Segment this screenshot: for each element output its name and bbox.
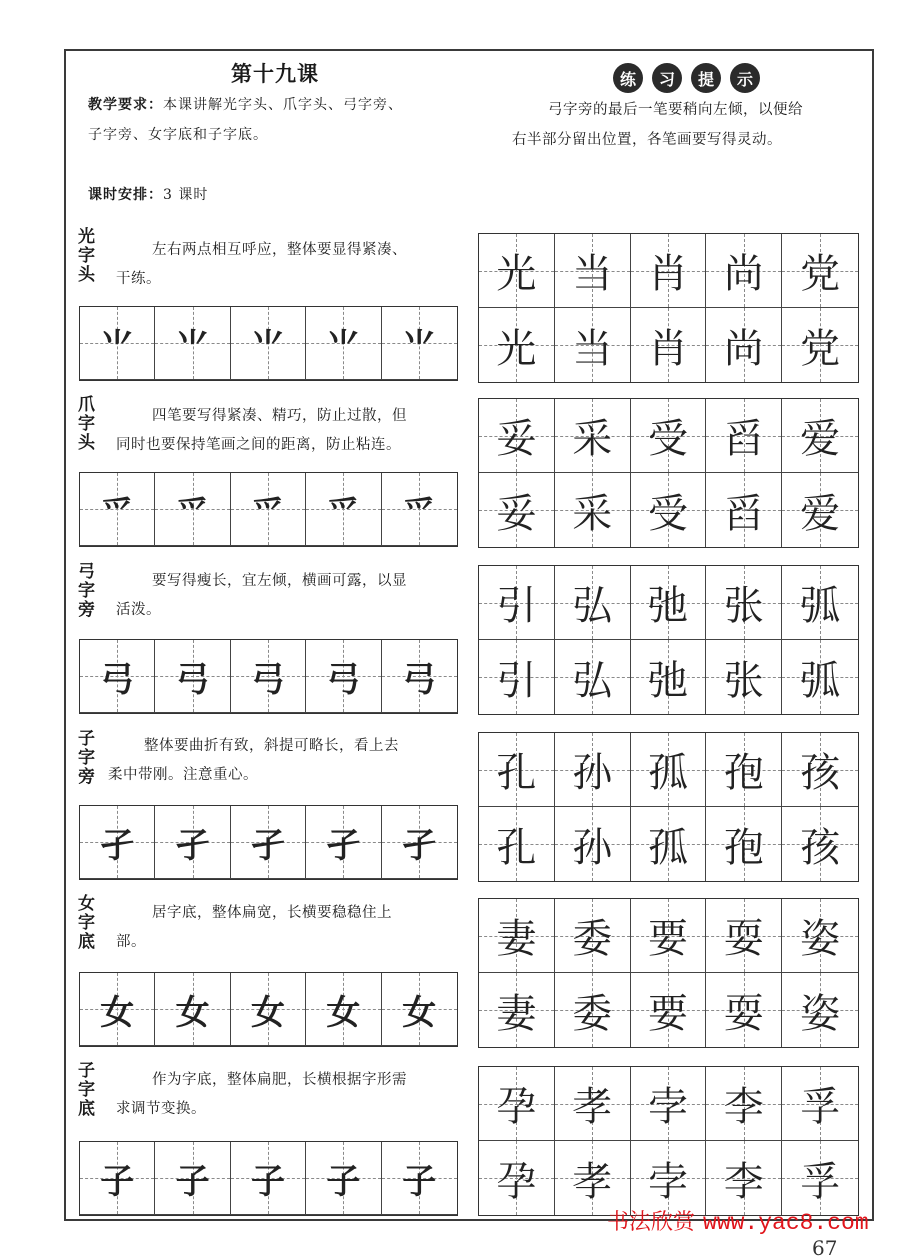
- grid-cell: 弘: [555, 566, 631, 640]
- label-char: 旁: [78, 600, 95, 620]
- grid-cell: 光: [479, 308, 555, 382]
- desc-line2: 活泼。: [116, 602, 161, 618]
- desc-line1: 居字底，整体扁宽，长横要稳稳住上: [152, 905, 392, 921]
- watermark: [607, 1205, 869, 1236]
- label-char: 字: [78, 581, 95, 601]
- grid-cell: 耍: [706, 899, 782, 973]
- section-label: [78, 1062, 98, 1119]
- watermark-text: 书法欣赏: [607, 1210, 696, 1235]
- grid-cell: 妥: [479, 473, 555, 547]
- tip-text-line1: 弓字旁的最后一笔要稍向左倾，以便给: [548, 102, 803, 118]
- grid-cell: 女: [155, 973, 230, 1046]
- grid-cell: 要: [631, 899, 707, 973]
- schedule-value: 3 课时: [163, 187, 209, 203]
- grid-cell: 女: [382, 973, 457, 1046]
- grid-cell: 孩: [782, 807, 858, 881]
- grid-cell: 孑: [231, 806, 306, 879]
- grid-cell: 子: [80, 1142, 155, 1215]
- grid-cell: ⺌: [80, 307, 155, 380]
- component-practice-grid: [79, 306, 458, 381]
- schedule-label: 课时安排：: [88, 187, 163, 203]
- section-description: [116, 236, 466, 294]
- grid-cell: 张: [706, 566, 782, 640]
- requirement-text-line2: 子字旁、女字底和子字底。: [88, 127, 268, 143]
- grid-cell: 子: [155, 1142, 230, 1215]
- example-characters-grid: [478, 898, 859, 1048]
- grid-cell: 弓: [80, 640, 155, 713]
- section-description: [108, 732, 458, 790]
- grid-cell: 孛: [631, 1067, 707, 1141]
- component-practice-grid: [79, 972, 458, 1047]
- grid-cell: 爫: [306, 473, 381, 546]
- label-char: 头: [78, 265, 95, 285]
- label-char: 爪: [78, 395, 95, 415]
- desc-line2: 部。: [116, 934, 146, 950]
- grid-cell: 爫: [80, 473, 155, 546]
- section-label: [78, 895, 98, 952]
- grid-cell: 姿: [782, 973, 858, 1047]
- grid-cell: 张: [706, 640, 782, 714]
- grid-cell: 孕: [479, 1141, 555, 1215]
- label-char: 光: [78, 227, 95, 247]
- grid-cell: 尚: [706, 308, 782, 382]
- grid-cell: 弓: [155, 640, 230, 713]
- grid-cell: 孙: [555, 733, 631, 807]
- grid-cell: 耍: [706, 973, 782, 1047]
- grid-cell: 光: [479, 234, 555, 308]
- desc-line2: 同时也要保持笔画之间的距离，防止粘连。: [116, 437, 401, 453]
- section-label: [78, 563, 98, 620]
- grid-cell: 孔: [479, 807, 555, 881]
- grid-cell: 爫: [155, 473, 230, 546]
- grid-cell: 子: [382, 1142, 457, 1215]
- grid-cell: 妻: [479, 899, 555, 973]
- grid-cell: 采: [555, 473, 631, 547]
- grid-cell: 弓: [382, 640, 457, 713]
- grid-cell: 女: [231, 973, 306, 1046]
- grid-cell: 孩: [782, 733, 858, 807]
- label-char: 旁: [78, 767, 95, 787]
- grid-cell: 弓: [306, 640, 381, 713]
- tip-badge: 练: [613, 63, 643, 93]
- grid-cell: 弓: [231, 640, 306, 713]
- section-label: [78, 730, 98, 787]
- component-practice-grid: [79, 805, 458, 880]
- grid-cell: 李: [706, 1067, 782, 1141]
- grid-cell: 孚: [782, 1067, 858, 1141]
- requirement-label: 教学要求：: [88, 97, 163, 113]
- grid-cell: 要: [631, 973, 707, 1047]
- grid-cell: 子: [306, 1142, 381, 1215]
- label-char: 底: [78, 1099, 95, 1119]
- grid-cell: 妥: [479, 399, 555, 473]
- grid-cell: 孢: [706, 807, 782, 881]
- grid-cell: 当: [555, 308, 631, 382]
- grid-cell: 孔: [479, 733, 555, 807]
- grid-cell: 姿: [782, 899, 858, 973]
- label-char: 字: [78, 246, 95, 266]
- grid-cell: 弘: [555, 640, 631, 714]
- label-char: 字: [78, 1080, 95, 1100]
- grid-cell: 妻: [479, 973, 555, 1047]
- label-char: 弓: [78, 562, 95, 582]
- section-description: [116, 899, 466, 957]
- grid-cell: 受: [631, 399, 707, 473]
- grid-cell: 弧: [782, 640, 858, 714]
- grid-cell: 女: [80, 973, 155, 1046]
- schedule: [88, 184, 208, 204]
- section-label: [78, 396, 98, 453]
- desc-line1: 要写得瘦长，宜左倾，横画可露，以显: [152, 573, 407, 589]
- grid-cell: ⺌: [231, 307, 306, 380]
- practice-tips-badges: [613, 63, 760, 93]
- grid-cell: 女: [306, 973, 381, 1046]
- grid-cell: 李: [706, 1141, 782, 1215]
- desc-line1: 左右两点相互呼应，整体要显得紧凑、: [152, 242, 407, 258]
- label-char: 子: [78, 1061, 95, 1081]
- example-characters-grid: [478, 732, 859, 882]
- grid-cell: 引: [479, 566, 555, 640]
- desc-line1: 四笔要写得紧凑、精巧，防止过散，但: [152, 408, 407, 424]
- desc-line2: 干练。: [116, 271, 161, 287]
- section-description: [116, 567, 466, 625]
- watermark-url: www.yac8.com: [703, 1210, 869, 1236]
- grid-cell: 舀: [706, 473, 782, 547]
- component-practice-grid: [79, 1141, 458, 1216]
- teaching-requirement: [88, 94, 403, 114]
- grid-cell: 委: [555, 899, 631, 973]
- grid-cell: 孑: [382, 806, 457, 879]
- grid-cell: 孑: [155, 806, 230, 879]
- label-char: 字: [78, 748, 95, 768]
- grid-cell: 委: [555, 973, 631, 1047]
- grid-cell: ⺌: [155, 307, 230, 380]
- page-number: 67: [812, 1236, 838, 1260]
- grid-cell: 爱: [782, 473, 858, 547]
- label-char: 字: [78, 913, 95, 933]
- grid-cell: 孤: [631, 807, 707, 881]
- section-description: [116, 1066, 466, 1124]
- grid-cell: 子: [231, 1142, 306, 1215]
- grid-cell: 受: [631, 473, 707, 547]
- tip-badge: 习: [652, 63, 682, 93]
- desc-line1: 作为字底，整体扁肥，长横根据字形需: [152, 1072, 407, 1088]
- grid-cell: 当: [555, 234, 631, 308]
- grid-cell: 舀: [706, 399, 782, 473]
- grid-cell: 采: [555, 399, 631, 473]
- example-characters-grid: [478, 1066, 859, 1216]
- desc-line1: 整体要曲折有致，斜提可略长，看上去: [144, 738, 399, 754]
- section-label: [78, 228, 98, 285]
- grid-cell: 孙: [555, 807, 631, 881]
- grid-cell: 弛: [631, 566, 707, 640]
- grid-cell: 孛: [631, 1141, 707, 1215]
- grid-cell: ⺌: [306, 307, 381, 380]
- label-char: 子: [78, 729, 95, 749]
- label-char: 女: [78, 894, 95, 914]
- grid-cell: 孝: [555, 1067, 631, 1141]
- desc-line2: 柔中带刚。注意重心。: [108, 767, 258, 783]
- example-characters-grid: [478, 233, 859, 383]
- component-practice-grid: [79, 639, 458, 714]
- grid-cell: 孑: [80, 806, 155, 879]
- grid-cell: 尚: [706, 234, 782, 308]
- requirement-text-line1: 本课讲解光字头、爪字头、弓字旁、: [163, 97, 403, 113]
- label-char: 头: [78, 433, 95, 453]
- grid-cell: 党: [782, 308, 858, 382]
- grid-cell: 引: [479, 640, 555, 714]
- grid-cell: 弛: [631, 640, 707, 714]
- grid-cell: 孢: [706, 733, 782, 807]
- section-description: [116, 402, 466, 460]
- grid-cell: 孚: [782, 1141, 858, 1215]
- grid-cell: 孑: [306, 806, 381, 879]
- grid-cell: 孝: [555, 1141, 631, 1215]
- tip-text-line2: 右半部分留出位置，各笔画要写得灵动。: [512, 132, 782, 148]
- example-characters-grid: [478, 398, 859, 548]
- grid-cell: 肖: [631, 308, 707, 382]
- desc-line2: 求调节变换。: [116, 1101, 206, 1117]
- lesson-title: 第十九课: [231, 62, 319, 86]
- grid-cell: 爱: [782, 399, 858, 473]
- grid-cell: 孕: [479, 1067, 555, 1141]
- grid-cell: ⺌: [382, 307, 457, 380]
- tip-badge: 提: [691, 63, 721, 93]
- grid-cell: 孤: [631, 733, 707, 807]
- label-char: 底: [78, 932, 95, 952]
- example-characters-grid: [478, 565, 859, 715]
- grid-cell: 爫: [231, 473, 306, 546]
- label-char: 字: [78, 414, 95, 434]
- grid-cell: 爫: [382, 473, 457, 546]
- tip-badge: 示: [730, 63, 760, 93]
- grid-cell: 肖: [631, 234, 707, 308]
- grid-cell: 党: [782, 234, 858, 308]
- grid-cell: 弧: [782, 566, 858, 640]
- component-practice-grid: [79, 472, 458, 547]
